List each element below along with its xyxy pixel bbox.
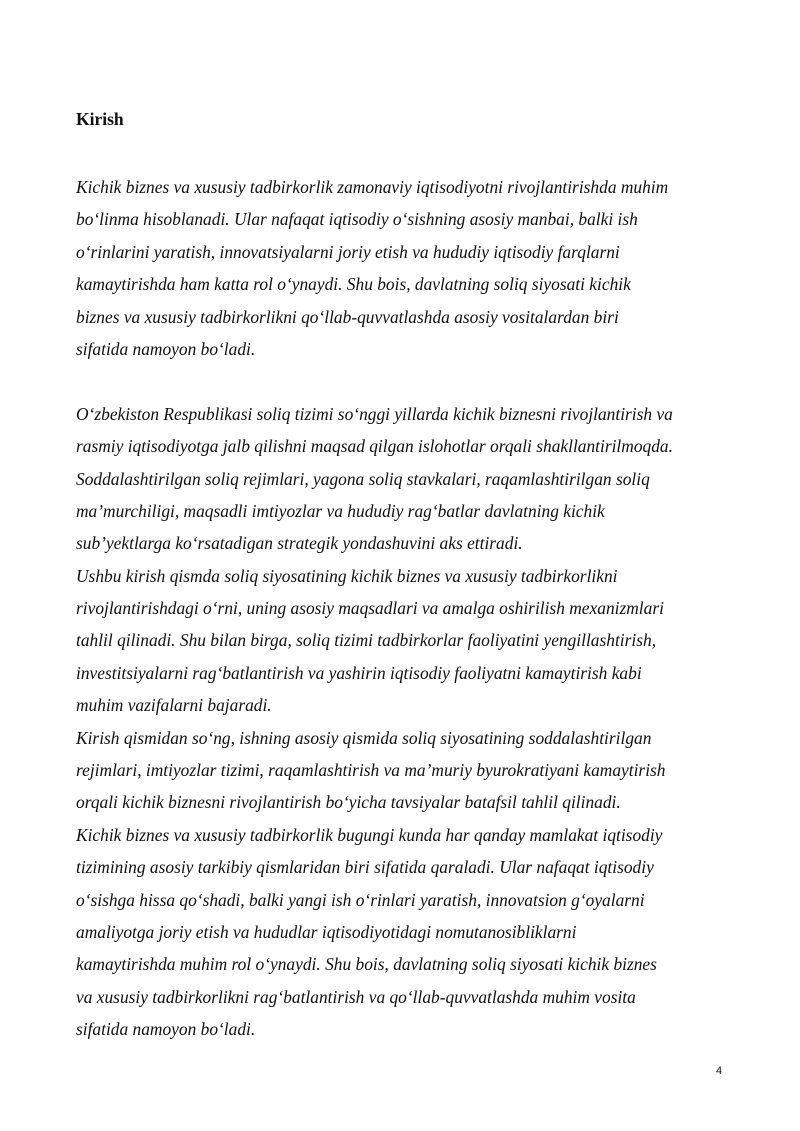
text-line: muhim vazifalarni bajaradi.	[76, 695, 272, 716]
text-line: kamaytirishda muhim rol o‘ynaydi. Shu bois, davlatning soliq siyosati kichik biznes	[76, 954, 657, 975]
text-line: rivojlantirishdagi o‘rni, uning asosiy maqsadlari va amalga oshirilish mexanizmlari	[76, 598, 664, 619]
text-line: tahlil qilinadi. Shu bilan birga, soliq tizimi tadbirkorlar faoliyatini yengillashtirish,	[76, 630, 657, 651]
text-line: ma’murchiligi, maqsadli imtiyozlar va hududiy rag‘batlar davlatning kichik	[76, 500, 605, 521]
body-text	[76, 171, 736, 1046]
text-line: O‘zbekiston Respublikasi soliq tizimi so‘nggi yillarda kichik biznesni rivojlantirish va	[76, 403, 673, 424]
text-line: Kirish qismidan so‘ng, ishning asosiy qismida soliq siyosatining soddalashtirilgan	[76, 727, 652, 748]
text-line: amaliyotga joriy etish va hududlar iqtisodiyotidagi nomutanosibliklarni	[76, 921, 577, 942]
text-line: rasmiy iqtisodiyotga jalb qilishni maqsad qilgan islohotlar orqali shakllantirilmoqda.	[76, 436, 673, 457]
text-line: o‘rinlarini yaratish, innovatsiyalarni joriy etish va hududiy iqtisodiy farqlarni	[76, 241, 620, 262]
paragraph-2	[76, 398, 736, 1046]
text-line: sifatida namoyon bo‘ladi.	[76, 338, 256, 359]
text-line: bo‘linma hisoblanadi. Ular nafaqat iqtisodiy o‘sishning asosiy manbai, balki ish	[76, 209, 638, 230]
text-line: Kichik biznes va xususiy tadbirkorlik zamonaviy iqtisodiyotni rivojlantirishda muhim	[76, 177, 669, 197]
text-line: biznes va xususiy tadbirkorlikni qo‘llab-quvvatlashda asosiy vositalardan biri	[76, 306, 619, 327]
paragraph-1	[76, 171, 736, 365]
page-number: 4	[716, 1065, 723, 1077]
text-line: o‘sishga hissa qo‘shadi, balki yangi ish o‘rinlari yaratish, innovatsion g‘oyalarni	[76, 889, 645, 910]
text-line: rejimlari, imtiyozlar tizimi, raqamlashtirish va ma’muriy byurokratiyani kamaytirish	[76, 760, 666, 781]
text-line: Kichik biznes va xususiy tadbirkorlik bugungi kunda har qanday mamlakat iqtisodiy	[76, 824, 663, 845]
text-line: sifatida namoyon bo‘ladi.	[76, 1019, 256, 1040]
text-line: investitsiyalarni rag‘batlantirish va yashirin iqtisodiy faoliyatni kamaytirish kabi	[76, 662, 642, 683]
text-line: tizimining asosiy tarkibiy qismlaridan biri sifatida qaraladi. Ular nafaqat iqtisodiy	[76, 857, 654, 878]
text-line: orqali kichik biznesni rivojlantirish bo‘yicha tavsiyalar batafsil tahlil qilinadi.	[76, 792, 621, 813]
paragraph-gap	[76, 365, 736, 397]
text-line: Soddalashtirilgan soliq rejimlari, yagona soliq stavkalari, raqamlashtirilgan soliq	[76, 468, 650, 489]
text-line: kamaytirishda ham katta rol o‘ynaydi. Shu bois, davlatning soliq siyosati kichik	[76, 274, 631, 295]
text-line: Ushbu kirish qismda soliq siyosatining kichik biznes va xususiy tadbirkorlikni	[76, 565, 618, 586]
text-line: sub’yektlarga ko‘rsatadigan strategik yondashuvini aks ettiradi.	[76, 533, 523, 554]
section-heading: Kirish	[76, 109, 124, 129]
text-line: va xususiy tadbirkorlikni rag‘batlantirish va qo‘llab-quvvatlashda muhim vosita	[76, 986, 636, 1007]
